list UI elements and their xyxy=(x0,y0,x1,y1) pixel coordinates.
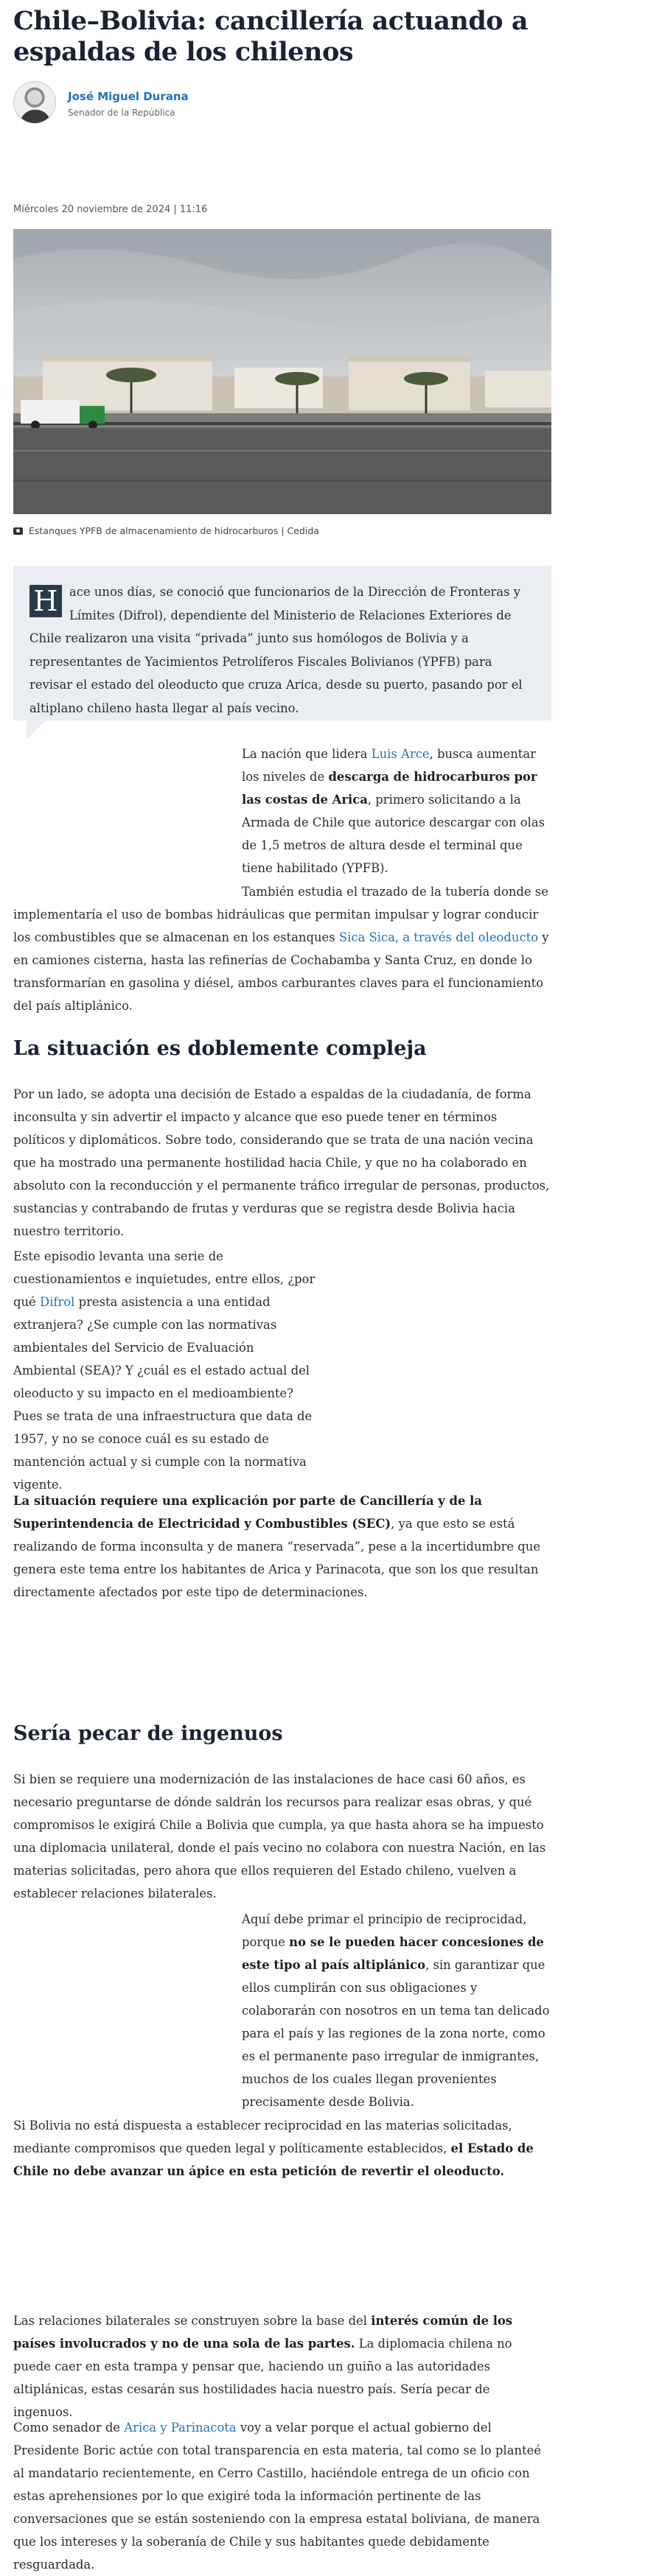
author-role: Senador de la República xyxy=(68,108,175,118)
paragraph-text: La nación que lidera xyxy=(242,747,372,761)
paragraph-text: Si Bolivia no está dispuesta a establecer reciprocidad en las materias solicitadas, mediante compromisos que queden legal y políticamente establecidos, xyxy=(13,2119,512,2155)
paragraph-text: También estudia el trazado de la tubería donde se implementaría el uso de bombas hidráulicas que permitan impulsar y lograr conducir los combustibles que se almacenan en los estanques xyxy=(13,885,548,944)
publish-date: Miércoles 20 noviembre de 2024 | 11:16 xyxy=(13,204,208,215)
paragraph-text: y en camiones cisterna, hasta las refinerías de Cochabamba y Santa Cruz, en donde lo transformarían en gasolina y diésel, ambos carburantes claves para el funcionamiento del país altiplánico. xyxy=(13,930,549,1013)
dropcap-letter: H xyxy=(29,585,62,617)
paragraph-text: , primero solicitando a la Armada de Chile que autorice descargar con olas de 1,5 metros de altura desde el terminal que tiene habilitado (YPFB). xyxy=(242,793,545,875)
paragraph-text: , sin garantizar que ellos cumplirán con sus obligaciones y colaborarán con nosotros en un tema tan delicado para el país y las regiones de la zona norte, como es el permanente paso irregular de inmigrantes, muchos de los cuales llegan provenientes precisamente desde Bolivia. xyxy=(242,1958,550,2109)
paragraph-text: voy a velar porque el actual gobierno del Presidente Boric actúe con total transparencia en esta materia, tal como se lo planteé al mandatario recientemente, en Cerro Castillo, haciéndole entrega de un oficio con estas aprehensiones por lo que exigiré toda la información pertinente de las conversaciones que se están sosteniendo con la empresa estatal boliviana, de manera que los intereses y la soberanía de Chile y sus habitantes quede debidamente resguardada. xyxy=(13,2421,542,2572)
paragraph-5 xyxy=(13,1489,551,1604)
paragraph-10 xyxy=(13,2416,551,2576)
author-block xyxy=(13,81,308,125)
difrol-link[interactable]: Difrol xyxy=(39,1295,75,1309)
paragraph-text: Este episodio levanta una serie de cuestionamientos e inquietudes, entre ellos, ¿por qué xyxy=(13,1249,315,1309)
ypfb-storage-tanks-photo xyxy=(13,229,551,514)
bold-text: el Estado de Chile no debe avanzar un ápice en esta petición de revertir el oleoducto. xyxy=(13,2141,534,2178)
paragraph-text: presta asistencia a una entidad extranjera? ¿Se cumple con las normativas ambientales del Servicio de Evaluación Ambiental (SEA)? Y ¿cuál es el estado actual del oleoducto y su impacto en el medioambiente? Pues se trata de una infraestructura que data de 1957, y no se conoce cuál es su estado de mantención actual y si cumple con la normativa vigente. xyxy=(13,1295,313,1492)
arica-parinacota-link[interactable]: Arica y Parinacota xyxy=(124,2421,237,2435)
lead-paragraph-box xyxy=(13,566,551,720)
paragraph-6: Si bien se requiere una modernización de las instalaciones de hace casi 60 años, es necesario preguntarse de dónde saldrán los recursos para realizar esas obras, y qué compromisos le exigirá Chile a Bolivia que cumpla, ya que hasta ahora se ha impuesto una diplomacia unilateral, donde el país vecino no colabora con nuestra Nación, en las materias solicitadas, pero ahora que ellos requieren del Estado chileno, vuelven a establecer relaciones bilaterales. xyxy=(13,1772,546,1901)
paragraph-8 xyxy=(13,2114,551,2183)
paragraph-3: Por un lado, se adopta una decisión de Estado a espaldas de la ciudadanía, de forma inconsulta y sin advertir el impacto y alcance que eso puede tener en términos políticos y diplomáticos. Sobre todo, considerando que se trata de una nación vecina que ha mostrado una permanente hostilidad hacia Chile, y que no ha colaborado en absoluto con la reconducción y el permanente tráfico irregular de personas, productos, sustancias y contrabando de frutas y verduras que se registra desde Bolivia hacia nuestro territorio. xyxy=(13,1087,550,1238)
photo-caption-text: Estanques YPFB de almacenamiento de hidrocarburos | Cedida xyxy=(29,525,319,536)
article-title: Chile–Bolivia: cancillería actuando a espaldas de los chilenos xyxy=(13,6,529,67)
photo-caption xyxy=(13,525,319,536)
paragraph-9 xyxy=(13,2309,551,2424)
paragraph-1 xyxy=(242,743,551,880)
section-heading-2: Sería pecar de ingenuos xyxy=(13,1722,283,1745)
paragraph-text: Como senador de xyxy=(13,2421,125,2435)
bold-text: interés común de los países involucrados y no de una sola de las partes. xyxy=(13,2314,513,2351)
paragraph-text: Las relaciones bilaterales se construyen sobre la base del xyxy=(13,2314,372,2328)
bold-text: no se le pueden hacer concesiones de este tipo al país altiplánico xyxy=(242,1935,544,1972)
lead-text: ace unos días, se conoció que funcionarios de la Dirección de Fronteras y Límites (Difrol), dependiente del Ministerio de Relaciones Exteriores de Chile realizaron una visita “privada” junto sus homólogos de Bolivia y a representantes de Yacimientos Petrolíferos Fiscales Bolivianos (YPFB) para revisar el estado del oleoducto que cruza Arica, desde su puerto, pasando por el altiplano chileno hasta llegar al país vecino. xyxy=(29,585,523,715)
paragraph-4 xyxy=(13,1245,315,1496)
author-name-link[interactable]: José Miguel Durana xyxy=(68,90,189,103)
sica-sica-link[interactable]: Sica Sica, a través del oleoducto xyxy=(338,930,539,944)
camera-icon xyxy=(13,527,23,535)
paragraph-text: Aquí debe primar el principio de reciprocidad, porque xyxy=(242,1912,527,1949)
article-photo xyxy=(13,229,551,514)
luis-arce-link[interactable]: Luis Arce xyxy=(371,747,430,761)
paragraph-2 xyxy=(13,880,551,1017)
bold-text: La situación requiere una explicación por parte de Cancillería y de la Superintendencia de Electricidad y Combustibles (SEC) xyxy=(13,1494,482,1531)
section-heading-1: La situación es doblemente compleja xyxy=(13,1037,427,1060)
paragraph-7 xyxy=(242,1908,551,2113)
paragraph-text: , ya que esto se está realizando de forma inconsulta y de manera “reservada”, pese a la incertidumbre que genera este tema entre los habitantes de Arica y Parinacota, que son los que resultan directamente afectados por este tipo de determinaciones. xyxy=(13,1517,541,1599)
bold-text: descarga de hidrocarburos por las costas de Arica xyxy=(242,770,537,807)
author-avatar[interactable] xyxy=(13,81,56,124)
paragraph-text: La diplomacia chilena no puede caer en esta trampa y pensar que, haciendo un guiño a las autoridades altiplánicas, estas cesarán sus hostilidades hacia nuestro país. Sería pecar de ingenuos. xyxy=(13,2337,512,2419)
paragraph-text: , busca aumentar los niveles de xyxy=(242,747,536,784)
